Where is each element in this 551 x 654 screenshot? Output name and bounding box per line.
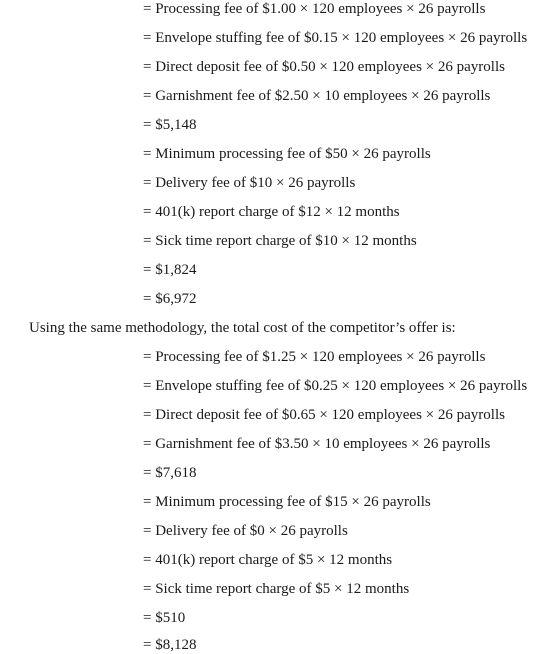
competitor-fixed-cost-total: = $510	[143, 610, 186, 626]
competitor-delivery-fee-term: = Delivery fee of $0 × 26 payrolls	[143, 523, 348, 539]
competitor-report-401k-term: = 401(k) report charge of $5 × 12 months	[143, 552, 393, 568]
fixed-cost-total: = $1,824	[143, 262, 197, 278]
competitor-variable-cost-total: = $7,618	[143, 465, 197, 481]
report-401k-term: = 401(k) report charge of $12 × 12 months	[143, 204, 400, 220]
processing-fee-term: = Processing fee of $1.00 × 120 employees × 26 payrolls	[143, 1, 486, 17]
methodology-paragraph: Using the same methodology, the total cost of the competitor’s offer is:	[29, 320, 456, 336]
direct-deposit-fee-term: = Direct deposit fee of $0.50 × 120 employees × 26 payrolls	[143, 59, 505, 75]
competitor-minimum-processing-fee-term: = Minimum processing fee of $15 × 26 payrolls	[143, 494, 431, 510]
variable-cost-total: = $5,148	[143, 117, 197, 133]
total-cost-value: = $6,972	[143, 291, 197, 307]
competitor-garnishment-fee-term: = Garnishment fee of $3.50 × 10 employees × 26 payrolls	[143, 436, 491, 452]
competitor-direct-deposit-fee-term: = Direct deposit fee of $0.65 × 120 employees × 26 payrolls	[143, 407, 505, 423]
competitor-total-cost-value: = $8,128	[143, 637, 197, 653]
delivery-fee-term: = Delivery fee of $10 × 26 payrolls	[143, 175, 356, 191]
competitor-envelope-fee-term: = Envelope stuffing fee of $0.25 × 120 employees × 26 payrolls	[143, 378, 528, 394]
envelope-fee-term: = Envelope stuffing fee of $0.15 × 120 employees × 26 payrolls	[143, 30, 528, 46]
sick-time-report-term: = Sick time report charge of $10 × 12 months	[143, 233, 417, 249]
competitor-processing-fee-term: = Processing fee of $1.25 × 120 employees × 26 payrolls	[143, 349, 486, 365]
competitor-sick-time-report-term: = Sick time report charge of $5 × 12 months	[143, 581, 410, 597]
minimum-processing-fee-term: = Minimum processing fee of $50 × 26 payrolls	[143, 146, 431, 162]
garnishment-fee-term: = Garnishment fee of $2.50 × 10 employees × 26 payrolls	[143, 88, 491, 104]
